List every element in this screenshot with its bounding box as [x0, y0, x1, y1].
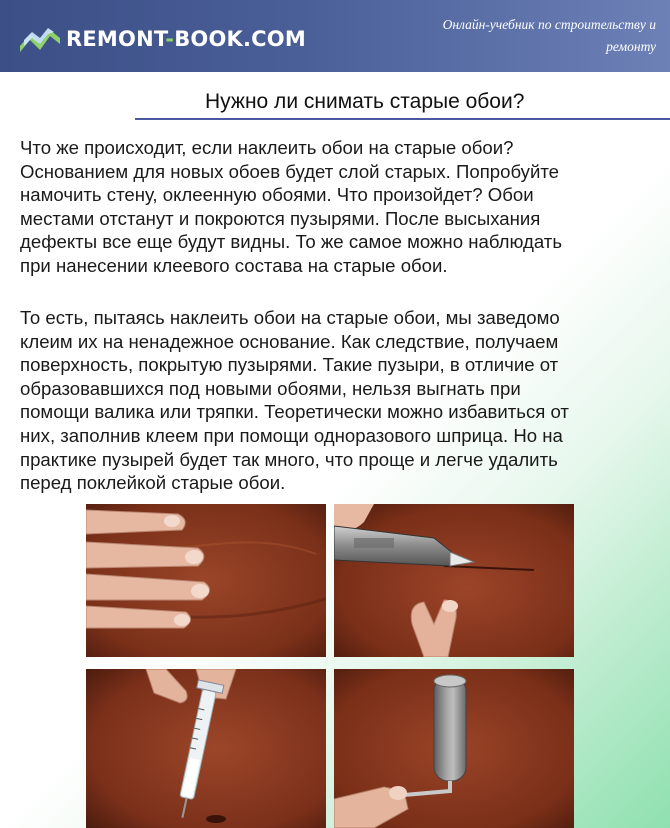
site-header [0, 0, 670, 72]
photo-cutter-slicing-bubble [334, 504, 574, 657]
site-tagline [356, 14, 656, 58]
logo-text: REMONT-BOOK.COM [66, 27, 306, 51]
photo-roller-flattening [334, 669, 574, 828]
text-line: Основанием для новых обоев будет слой старых. Попробуйте [20, 160, 560, 182]
paragraph-2 [20, 306, 660, 495]
photo-finger-pressing-bubble [86, 504, 326, 657]
text-line: намочить стену, оклеенную обоями. Что произойдет? Обои [20, 184, 534, 206]
photo-grid [86, 504, 574, 828]
text-line: Что же происходит, если наклеить обои на старые обои? [20, 137, 514, 158]
text-line: них, заполнив клеем при помощи одноразового шприца. Но на [20, 424, 563, 446]
text-line: при нанесении клеевого состава на старые обои. [20, 254, 448, 276]
site-logo[interactable] [18, 24, 306, 54]
text-line: помощи валика или тряпки. Теоретически можно избавиться от [20, 401, 569, 423]
text-line: То есть, пытаясь наклеить обои на старые обои, мы заведомо [20, 307, 560, 328]
logo-icon [18, 24, 62, 54]
text-line: дефекты все еще будут видны. То же самое можно наблюдать [20, 231, 563, 253]
tagline-line: Онлайн-учебник по строительству и [442, 17, 656, 32]
text-line: поверхность, покрытую пузырями. Такие пузыри, в отличие от [20, 354, 559, 376]
text-line: практике пузырей будет так много, что проще и легче удалить [20, 448, 558, 470]
photo-syringe-injecting-glue [86, 669, 326, 828]
paragraph-1 [20, 136, 660, 278]
text-line: образовавшихся под новыми обоями, нельзя выгнать при [20, 377, 521, 399]
text-line: клеим их на ненадежное основание. Как следствие, получаем [20, 330, 559, 352]
title-underline [135, 118, 670, 120]
article-title: Нужно ли снимать старые обои? [205, 90, 525, 113]
text-line: местами отстанут и покроются пузырями. После высыхания [20, 207, 541, 229]
tagline-line: ремонту [606, 39, 656, 54]
text-line: перед поклейкой старые обои. [20, 472, 286, 494]
